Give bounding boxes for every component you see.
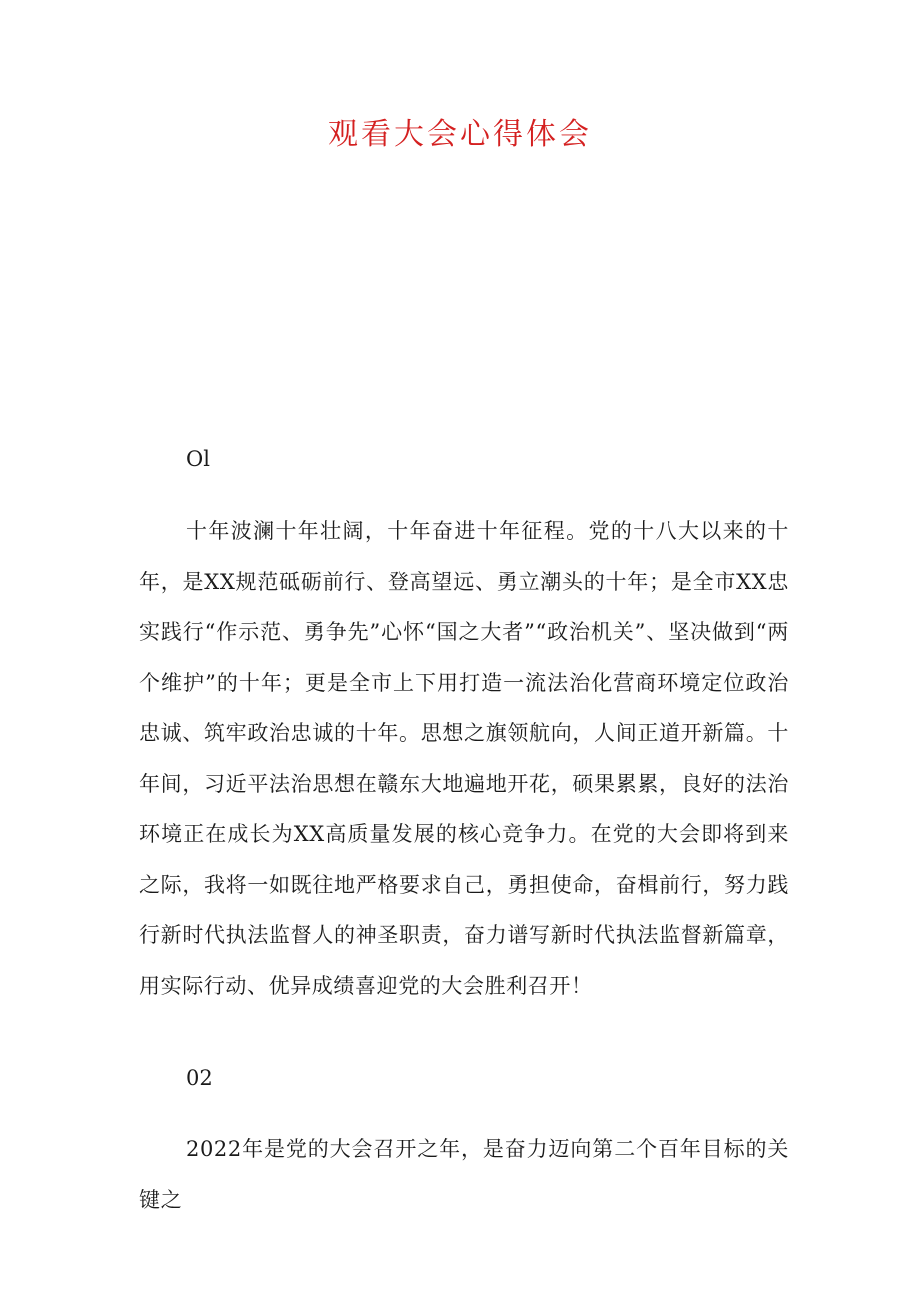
section-number-2: 02 (186, 1066, 213, 1090)
section-paragraph-2: 2022年是党的大会召开之年，是奋力迈向第二个百年目标的关键之 (139, 1137, 789, 1212)
section-number-1: Ol (186, 447, 210, 471)
section-paragraph-1: 十年波澜十年壮阔，十年奋进十年征程。党的十八大以来的十年，是XX规范砥砺前行、登高望远、勇立潮头的十年；是全市XX忠实践行“作示范、勇争先”心怀“国之大者”“政治机关”、坚决做到“两个维护”的十年；更是全市上下用打造一流法治化营商环境定位政治忠诚、筑牢政治忠诚的十年。思想之旗领航向，人间正道开新篇。十年间，习近平法治思想在赣东大地遍地开花，硕果累累，良好的法治环境正在成长为XX高质量发展的核心竞争力。在党的大会即将到来之际，我将一如既往地严格要求自己，勇担使命，奋楫前行，努力践行新时代执法监督人的神圣职责，奋力谱写新时代执法监督新篇章，用实际行动、优异成绩喜迎党的大会胜利召开！ (139, 519, 789, 998)
document-title: 观看大会心得体会 (328, 117, 592, 152)
